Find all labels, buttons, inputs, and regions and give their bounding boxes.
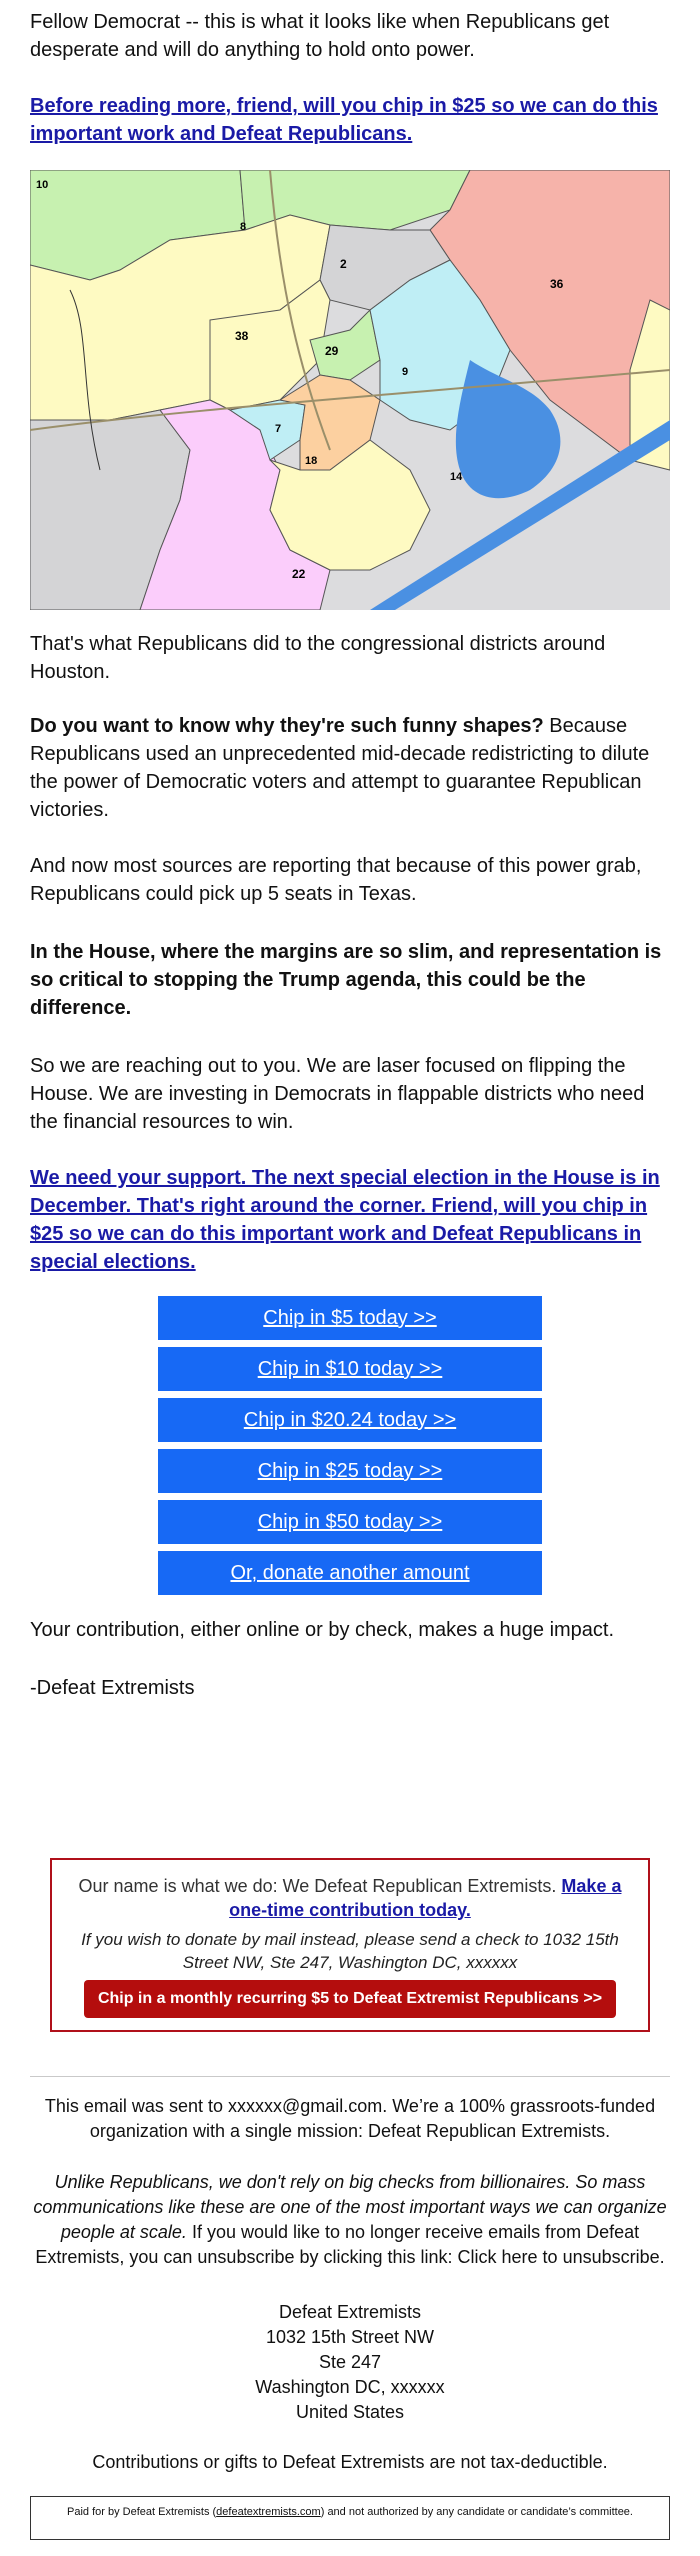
district-label: 38 [235, 329, 249, 343]
box-mission-statement: Our name is what we do: We Defeat Republican Extremists. [78, 1876, 557, 1896]
paragraph-funny-shapes-bold: Do you want to know why they're such funny shapes? [30, 715, 544, 737]
footer-address [30, 2300, 670, 2425]
address-line: United States [295, 2402, 405, 2422]
footer-divider [30, 2076, 670, 2077]
contribution-text: Your contribution, either online or by check, makes a huge impact. [30, 1619, 615, 1641]
district-map-svg [30, 170, 670, 610]
district-label: 22 [292, 567, 306, 581]
one-time-contribution-link[interactable]: Make a one-time contribution today. [229, 1876, 622, 1920]
footer-italic-text: Unlike Republicans, we don't rely on big checks from billionaires. So mass communications like these are one of the most important ways we can organize people at scale. [33, 2172, 667, 2242]
website-link[interactable]: defeatextremists.com [216, 2506, 321, 2518]
footer-unsubscribe-text[interactable]: If you would like to no longer receive emails from Defeat Extremists, you can unsubscribe by clicking this link: Click here to unsubscribe. [35, 2222, 665, 2267]
district-label: 7 [275, 423, 282, 435]
box-mission-text [72, 1874, 628, 1922]
district-label: 2 [340, 257, 347, 271]
paragraph-house-margins: In the House, where the margins are so slim, and representation is so critical to stopping the Trump agenda, this could be the difference. [30, 941, 662, 1019]
box-mail-instructions: If you wish to donate by mail instead, please send a check to 1032 15th Street NW, Ste 247, Washington DC, xxxxxx [81, 1930, 619, 1972]
intro-text: Fellow Democrat -- this is what it looks like when Republicans get desperate and will do anything to hold onto power. [30, 11, 610, 61]
chip-in-5-button[interactable]: Chip in $5 today >> [158, 1296, 542, 1340]
chip-in-50-button[interactable]: Chip in $50 today >> [158, 1500, 542, 1544]
address-line: Washington DC, xxxxxx [255, 2377, 445, 2397]
monthly-recurring-button[interactable]: Chip in a monthly recurring $5 to Defeat Extremist Republicans >> [84, 1980, 616, 2018]
paragraph-funny-shapes-rest: Because Republicans used an unprecedented mid-decade redistricting to dilute the power of Democratic voters and attempt to guarantee Republican victories. [30, 715, 650, 821]
district-label: 14 [450, 471, 463, 483]
recurring-donation-box [50, 1858, 650, 2032]
district-label: 18 [305, 455, 318, 467]
paragraph-funny-shapes [30, 712, 670, 824]
address-line: Defeat Extremists [278, 2302, 422, 2322]
address-line: Ste 247 [318, 2352, 382, 2372]
chip-in-20-24-button[interactable]: Chip in $20.24 today >> [158, 1398, 542, 1442]
chip-in-25-button[interactable]: Chip in $25 today >> [158, 1449, 542, 1493]
district-label: 29 [325, 344, 339, 358]
signature: -Defeat Extremists [30, 1677, 195, 1699]
paragraph-houston: That's what Republicans did to the congressional districts around Houston. [30, 633, 606, 683]
support-link[interactable] [30, 1164, 670, 1276]
district-map [30, 170, 670, 610]
district-label: 8 [240, 221, 247, 233]
district-label: 9 [402, 366, 409, 378]
paid-for-suffix: ) and not authorized by any candidate or candidate’s committee. [320, 2506, 633, 2518]
top-donate-link[interactable] [30, 92, 670, 148]
support-link-text[interactable]: We need your support. The next special election in the House is in December. That's right around the corner. Friend, will you chip in $25 so we can do this important work and Defeat Republicans in special elections. [30, 1167, 660, 1273]
address-line: 1032 15th Street NW [265, 2327, 435, 2347]
paid-for-prefix: Paid for by Defeat Extremists ( [67, 2506, 217, 2518]
donate-other-amount-button[interactable]: Or, donate another amount [158, 1551, 542, 1595]
district-label: 36 [550, 277, 564, 291]
footer-sent-text: This email was sent to xxxxxx@gmail.com. We’re a 100% grassroots-funded organization with a single mission: Defeat Republican Extremists. [44, 2096, 656, 2141]
top-donate-link-text[interactable]: Before reading more, friend, will you chip in $25 so we can do this important work and Defeat Republicans. [30, 95, 658, 145]
paragraph-laser-focused: So we are reaching out to you. We are laser focused on flipping the House. We are investing in Democrats in flappable districts who need the financial resources to win. [30, 1055, 645, 1133]
chip-in-10-button[interactable]: Chip in $10 today >> [158, 1347, 542, 1391]
paid-for-disclaimer [30, 2496, 670, 2540]
footer-unsubscribe-paragraph [30, 2170, 670, 2270]
district-label: 10 [36, 179, 49, 191]
tax-disclaimer: Contributions or gifts to Defeat Extremists are not tax-deductible. [92, 2452, 608, 2472]
paragraph-sources: And now most sources are reporting that because of this power grab, Republicans could pick up 5 seats in Texas. [30, 855, 642, 905]
